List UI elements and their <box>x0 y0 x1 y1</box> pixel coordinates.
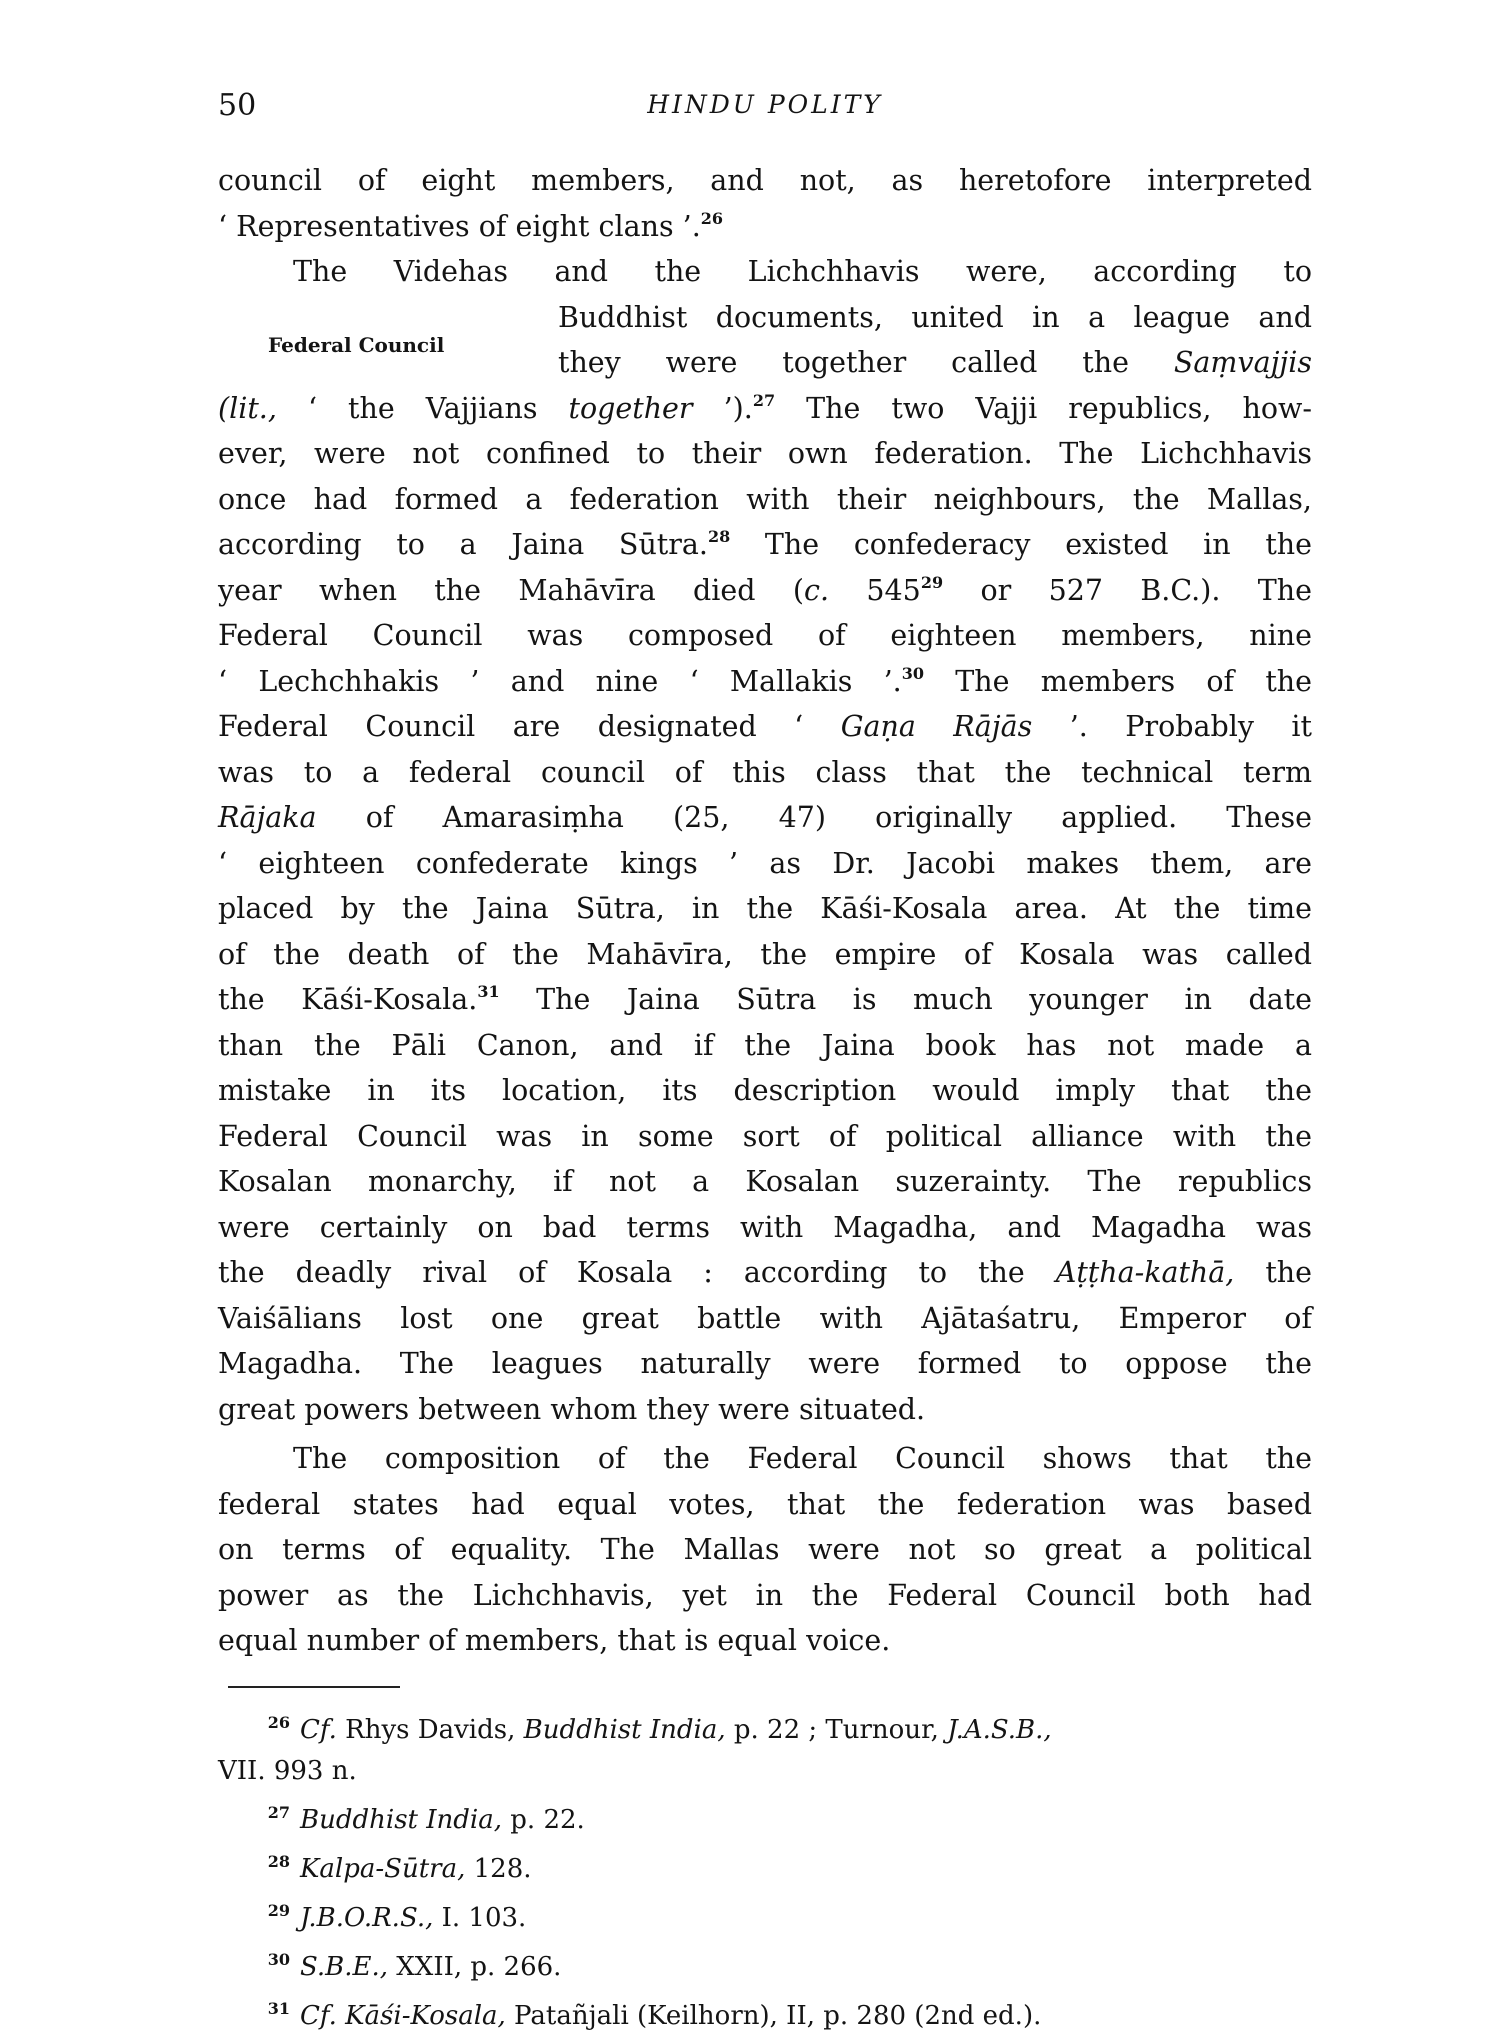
text-line: Vaiśālians lost one great battle with Ajātaśatru, Emperor of <box>218 1301 1312 1335</box>
text-line: the Kāśi-Kosala.$^{31}$ The Jaina Sūtra is much younger in date <box>218 982 1312 1016</box>
text-line: Rājaka of Amarasiṃha (25, 47) originally applied. These <box>218 801 1312 834</box>
text-line: ‘ Representatives of eight clans ’.$^{26}$ <box>218 208 724 243</box>
body-text <box>218 158 1312 1664</box>
footnote-27: 27 Buddhist India, p. 22. <box>267 1803 585 1835</box>
text-line: ever, were not confined to their own federation. The Lichchhavis <box>218 437 1312 470</box>
text-line: mistake in its location, its description would imply that the <box>218 1074 1312 1107</box>
margin-note: Federal Council <box>268 333 445 357</box>
text-line: than the Pāli Canon, and if the Jaina book has not made a <box>218 1028 1312 1062</box>
paragraph-1 <box>218 158 1312 249</box>
paragraph-3 <box>218 1436 1312 1664</box>
footnote-29: 29 J.B.O.R.S., I. 103. <box>267 1901 527 1933</box>
text-line: ‘ eighteen confederate kings ’ as Dr. Jacobi makes them, are <box>218 846 1312 880</box>
footnote-ref[interactable]: 28 <box>707 527 731 546</box>
footnote-30: 30 S.B.E., XXII, p. 266. <box>267 1950 562 1982</box>
text-line: Federal Council was in some sort of political alliance with the <box>218 1119 1312 1153</box>
text-line: according to a Jaina Sūtra.$^{28}$ The confederacy existed in the <box>218 527 1312 561</box>
text-line: council of eight members, and not, as heretofore interpreted <box>218 164 1312 197</box>
footnote-26-continued: VII. 993 n. <box>218 1756 357 1786</box>
page-number: 50 <box>218 88 257 123</box>
text-line: power as the Lichchhavis, yet in the Federal Council both had <box>218 1578 1312 1612</box>
footnote-ref[interactable]: 29 <box>920 572 944 592</box>
text-line: equal number of members, that is equal voice. <box>218 1624 891 1657</box>
text-line: the deadly rival of Kosala : according to the Aṭṭha-kathā, the <box>218 1256 1313 1289</box>
footnote-28: 28 Kalpa-Sūtra, 128. <box>267 1852 532 1884</box>
text-line: Federal Council are designated ‘ Gaṇa Rājās ’. Probably it <box>218 710 1312 743</box>
text-line: of the death of the Mahāvīra, the empire of Kosala was called <box>218 937 1312 971</box>
text-line: The Videhas and the Lichchhavis were, according to <box>293 255 1312 288</box>
text-line: ‘ Lechchhakis ’ and nine ‘ Mallakis ’.$^{30}$ The members of the <box>218 663 1313 698</box>
footnote-31: 31 Cf. Kāśi-Kosala, Patañjali (Keilhorn), II, p. 280 (2nd ed.). <box>267 1999 1042 2031</box>
text-line: was to a federal council of this class that the technical term <box>218 755 1312 789</box>
footnote-divider <box>228 1686 400 1688</box>
text-line: great powers between whom they were situated. <box>218 1392 926 1426</box>
text-line: Buddhist documents, united in a league and <box>558 300 1312 334</box>
text-line: The composition of the Federal Council shows that the <box>293 1442 1312 1475</box>
footnote-26: 26 Cf. Rhys Davids, Buddhist India, p. 22 ; Turnour, J.A.S.B., <box>267 1713 1052 1745</box>
text-line: once had formed a federation with their neighbours, the Mallas, <box>218 482 1312 516</box>
footnote-ref[interactable]: 30 <box>901 663 924 683</box>
footnote-ref[interactable]: 26 <box>700 208 724 228</box>
paragraph-2 <box>218 249 1312 1432</box>
text-line: they were together called the Saṃvajjis <box>558 346 1312 379</box>
text-line: Federal Council was composed of eighteen members, nine <box>218 619 1312 652</box>
text-line: placed by the Jaina Sūtra, in the Kāśi-Kosala area. At the time <box>218 892 1312 925</box>
text-line: year when the Mahāvīra died (c. $545^{29}$ or 527 B.C.). The <box>218 572 1312 607</box>
text-line: federal states had equal votes, that the federation was based <box>218 1487 1312 1521</box>
page-header <box>218 88 1312 132</box>
footnotes <box>218 1702 1312 2037</box>
text-line: on terms of equality. The Mallas were not so great a political <box>218 1533 1312 1566</box>
footnote-ref[interactable]: 31 <box>477 982 500 1001</box>
text-line: were certainly on bad terms with Magadha, and Magadha was <box>218 1210 1312 1244</box>
running-head: HINDU POLITY <box>647 90 883 119</box>
text-line: Kosalan monarchy, if not a Kosalan suzerainty. The republics <box>218 1165 1312 1198</box>
footnote-ref[interactable]: 27 <box>752 390 776 410</box>
text-line: Magadha. The leagues naturally were formed to oppose the <box>218 1347 1312 1380</box>
text-line: (lit., ‘ the Vajjians together ’).$^{27}$ The two Vajji republics, how- <box>218 390 1312 425</box>
